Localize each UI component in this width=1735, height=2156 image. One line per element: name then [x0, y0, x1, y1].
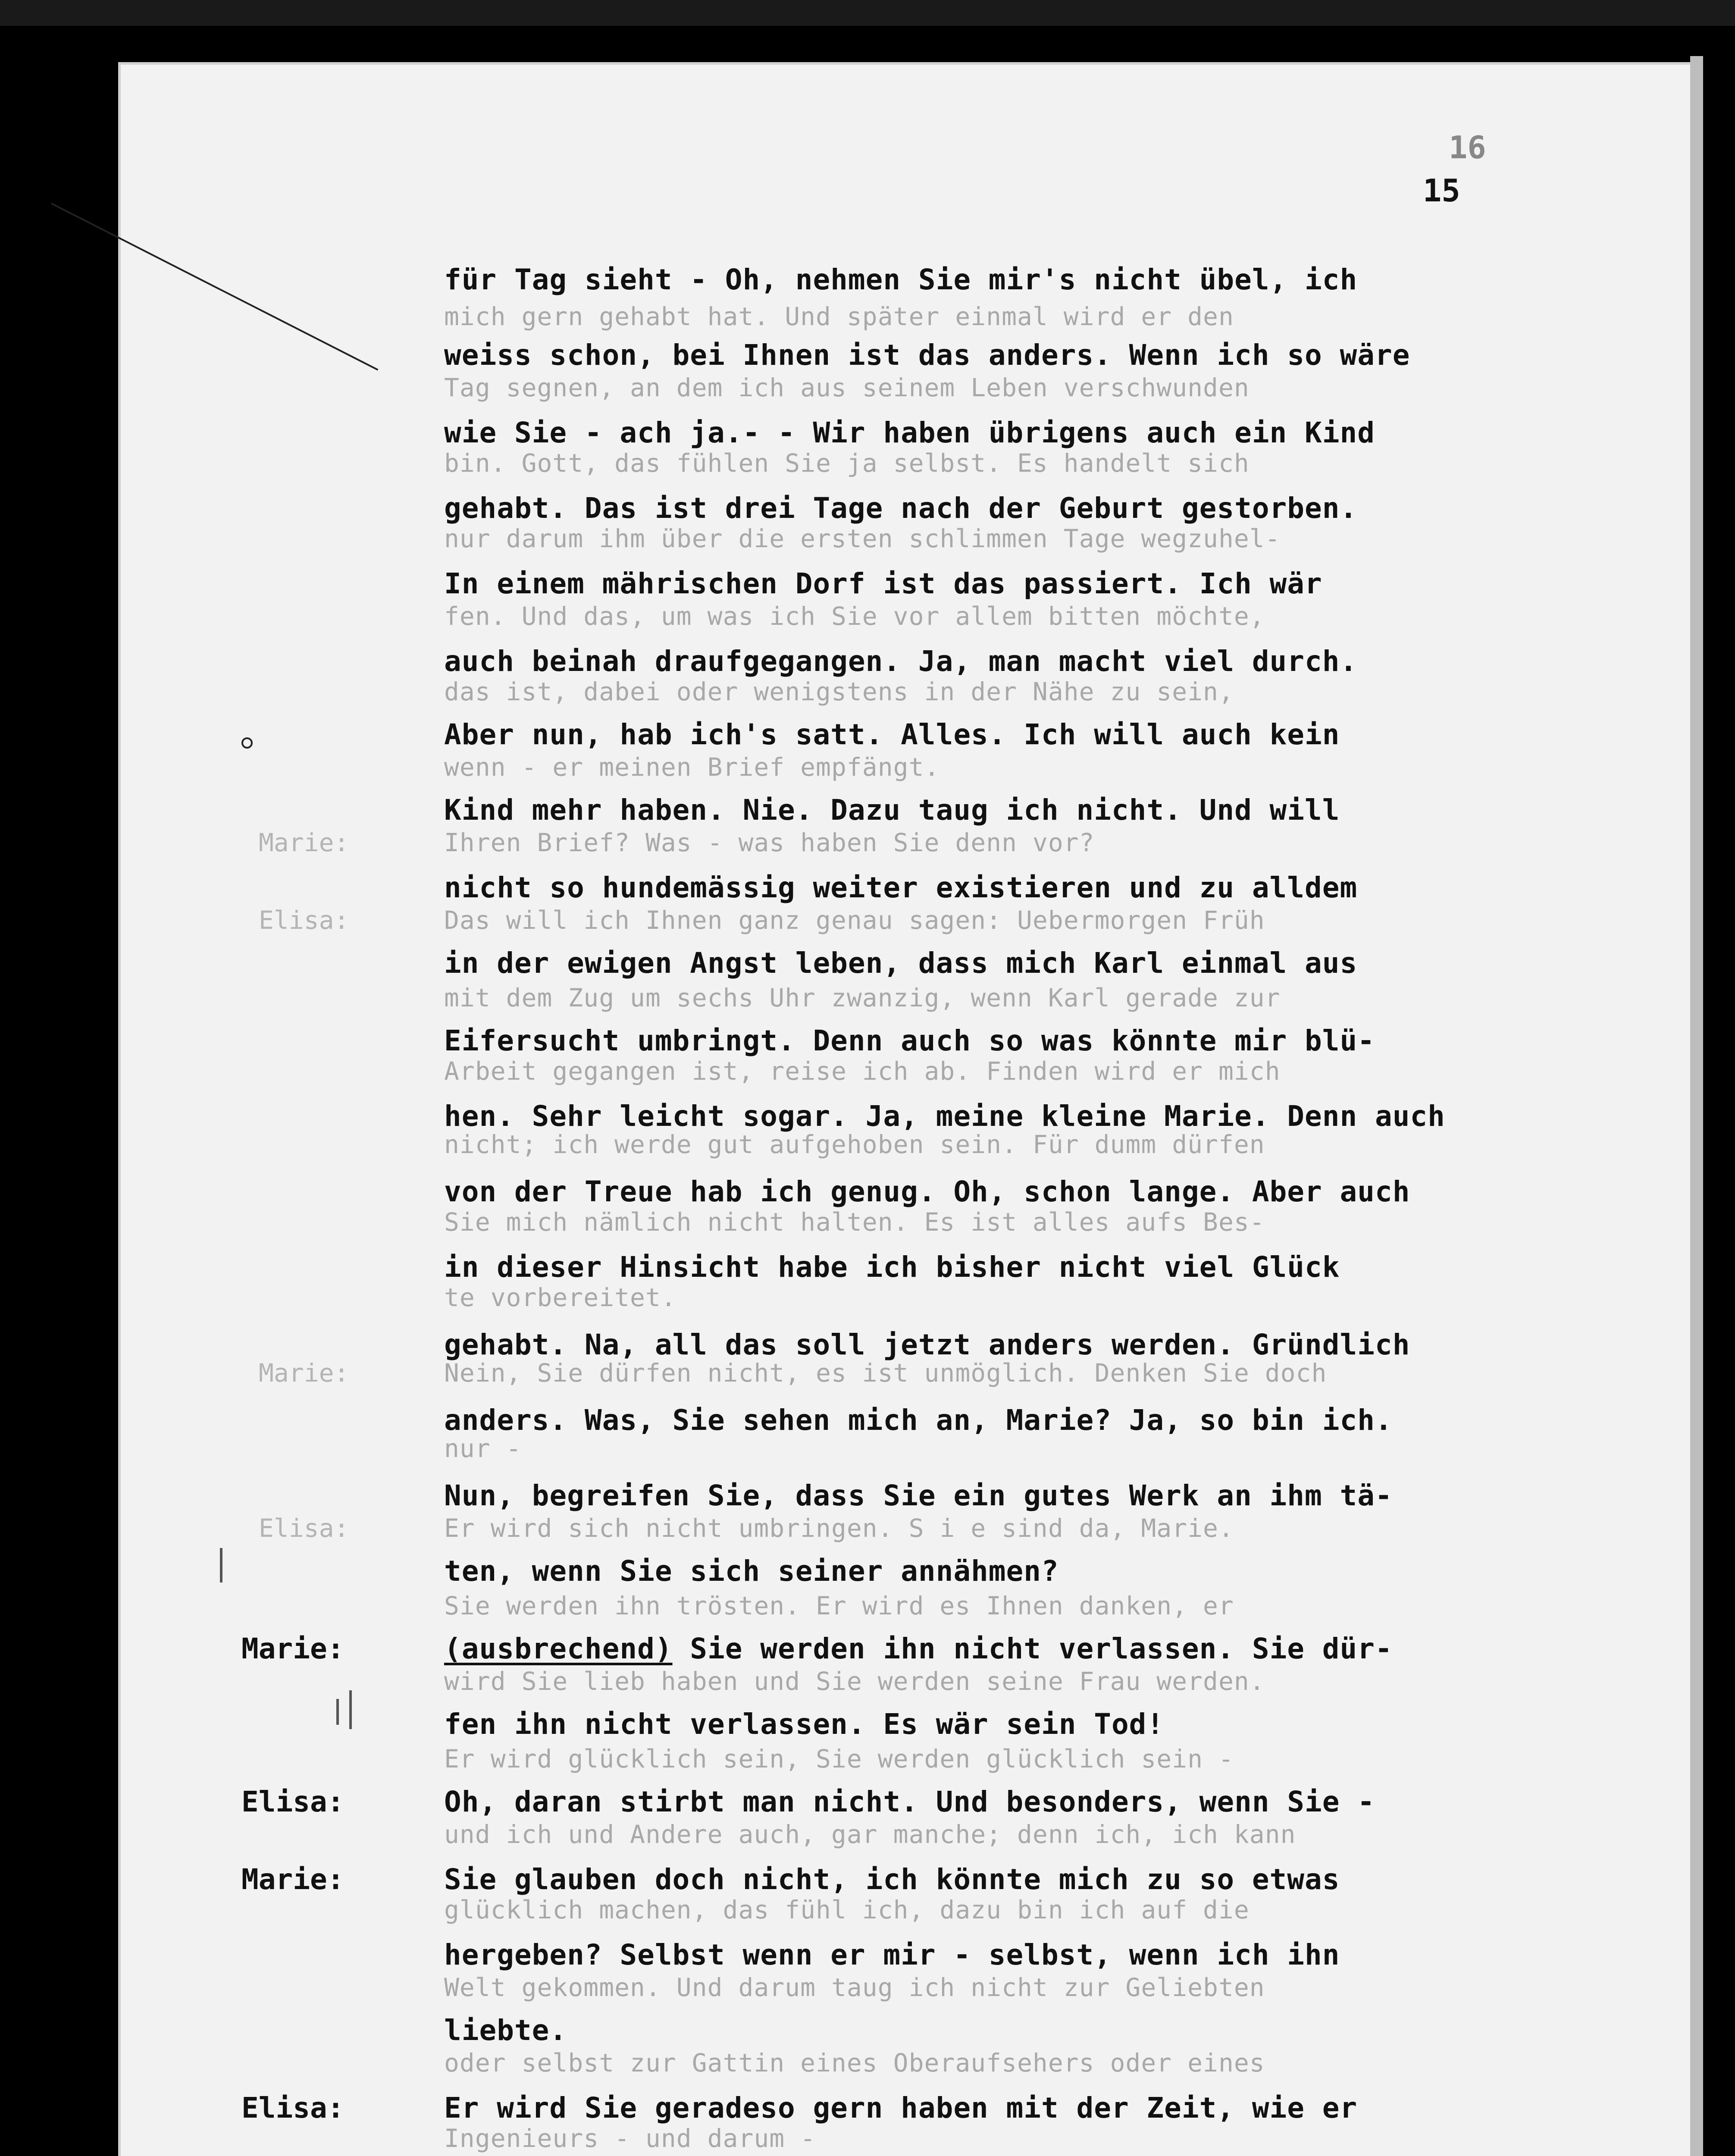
text-line: in der ewigen Angst leben, dass mich Karl einmal aus	[444, 946, 1358, 980]
text-line: liebte.	[444, 2014, 567, 2047]
text-line: Aber nun, hab ich's satt. Alles. Ich will auch kein	[444, 718, 1340, 751]
ghost-line: und ich und Andere auch, gar manche; denn ich, ich kann	[444, 1820, 1296, 1849]
previous-page-number: 16	[1449, 129, 1486, 166]
ghost-line: Ingenieurs - und darum -	[444, 2124, 816, 2153]
text-line: Nun, begreifen Sie, dass Sie ein gutes Werk an ihm tä-	[444, 1479, 1393, 1512]
text-line	[444, 1632, 1565, 1665]
text-line: Oh, daran stirbt man nicht. Und besonders, wenn Sie -	[444, 1785, 1375, 1818]
ghost-line: Arbeit gegangen ist, reise ich ab. Finden wird er mich	[444, 1056, 1281, 1086]
text-line: hergeben? Selbst wenn er mir - selbst, wenn ich ihn	[444, 1938, 1340, 1971]
ghost-line: bin. Gott, das fühlen Sie ja selbst. Es handelt sich	[444, 448, 1250, 478]
ghost-line: wenn - er meinen Brief empfängt.	[444, 752, 940, 782]
line-text: Sie werden ihn nicht verlassen. Sie dür-	[672, 1632, 1393, 1665]
ghost-line: Das will ich Ihnen ganz genau sagen: Uebermorgen Früh	[444, 906, 1265, 935]
text-line: fen ihn nicht verlassen. Es wär sein Tod!	[444, 1708, 1165, 1741]
margin-mark	[336, 1699, 339, 1725]
speaker-label: Elisa:	[241, 2091, 344, 2125]
ghost-line: Er wird sich nicht umbringen. S i e sind da, Marie.	[444, 1514, 1234, 1543]
text-line: auch beinah draufgegangen. Ja, man macht viel durch.	[444, 645, 1358, 678]
margin-dot-mark	[241, 737, 253, 749]
page-number: 15	[1423, 172, 1460, 209]
ghost-line: nur darum ihm über die ersten schlimmen Tage wegzuhel-	[444, 524, 1281, 553]
ghost-speaker: Marie:	[259, 1358, 349, 1388]
text-line: von der Treue hab ich genug. Oh, schon lange. Aber auch	[444, 1175, 1410, 1208]
text-line: gehabt. Na, all das soll jetzt anders werden. Gründlich	[444, 1328, 1410, 1361]
ghost-line: Ihren Brief? Was - was haben Sie denn vor?	[444, 828, 1095, 857]
ghost-speaker: Marie:	[259, 828, 349, 857]
film-top-edge	[0, 0, 1735, 26]
text-line: ten, wenn Sie sich seiner annähmen?	[444, 1554, 1059, 1588]
text-line: nicht so hundemässig weiter existieren und zu alldem	[444, 871, 1358, 904]
text-line: gehabt. Das ist drei Tage nach der Geburt gestorben.	[444, 492, 1358, 525]
text-line: Eifersucht umbringt. Denn auch so was könnte mir blü-	[444, 1024, 1375, 1057]
text-line: anders. Was, Sie sehen mich an, Marie? Ja, so bin ich.	[444, 1404, 1393, 1437]
speaker-label: Elisa:	[241, 1785, 344, 1818]
ghost-line: Tag segnen, an dem ich aus seinem Leben verschwunden	[444, 373, 1250, 402]
text-line: Sie glauben doch nicht, ich könnte mich zu so etwas	[444, 1863, 1340, 1896]
text-line: in dieser Hinsicht habe ich bisher nicht viel Glück	[444, 1250, 1340, 1284]
ghost-line: Er wird glücklich sein, Sie werden glücklich sein -	[444, 1744, 1234, 1774]
ghost-line: glücklich machen, das fühl ich, dazu bin ich auf die	[444, 1895, 1250, 1924]
text-line: Er wird Sie geradeso gern haben mit der Zeit, wie er	[444, 2091, 1358, 2125]
speaker-label: Marie:	[241, 1632, 344, 1665]
text-line: weiss schon, bei Ihnen ist das anders. Wenn ich so wäre	[444, 338, 1410, 372]
ghost-line: das ist, dabei oder wenigstens in der Nähe zu sein,	[444, 677, 1234, 706]
text-line: wie Sie - ach ja.- - Wir haben übrigens auch ein Kind	[444, 416, 1375, 449]
stage-direction: (ausbrechend)	[444, 1632, 673, 1665]
ghost-line: Welt gekommen. Und darum taug ich nicht zur Geliebten	[444, 1973, 1265, 2002]
ghost-line: oder selbst zur Gattin eines Oberaufsehers oder eines	[444, 2048, 1265, 2078]
ghost-line: fen. Und das, um was ich Sie vor allem bitten möchte,	[444, 602, 1265, 631]
text-line: hen. Sehr leicht sogar. Ja, meine kleine Marie. Denn auch	[444, 1100, 1445, 1133]
ghost-line: mich gern gehabt hat. Und später einmal wird er den	[444, 302, 1234, 331]
ghost-line: Sie mich nämlich nicht halten. Es ist alles aufs Bes-	[444, 1207, 1265, 1237]
ghost-line: nur -	[444, 1434, 522, 1463]
ghost-line: te vorbereitet.	[444, 1283, 676, 1312]
speaker-label: Marie:	[241, 1863, 344, 1896]
ghost-line: Sie werden ihn trösten. Er wird es Ihnen danken, er	[444, 1591, 1234, 1620]
ghost-line: Nein, Sie dürfen nicht, es ist unmöglich. Denken Sie doch	[444, 1358, 1327, 1388]
text-line: für Tag sieht - Oh, nehmen Sie mir's nicht übel, ich	[444, 263, 1358, 296]
ghost-line: nicht; ich werde gut aufgehoben sein. Für dumm dürfen	[444, 1130, 1265, 1159]
ghost-speaker: Elisa:	[259, 906, 349, 935]
ghost-line: wird Sie lieb haben und Sie werden seine Frau werden.	[444, 1667, 1265, 1696]
text-line: In einem mährischen Dorf ist das passiert. Ich wär	[444, 567, 1322, 600]
text-line: Kind mehr haben. Nie. Dazu taug ich nicht. Und will	[444, 793, 1340, 827]
margin-mark	[220, 1548, 222, 1583]
ghost-speaker: Elisa:	[259, 1514, 349, 1543]
page-edge	[1690, 56, 1703, 2156]
ghost-line: mit dem Zug um sechs Uhr zwanzig, wenn Karl gerade zur	[444, 983, 1281, 1012]
margin-mark	[349, 1690, 352, 1729]
